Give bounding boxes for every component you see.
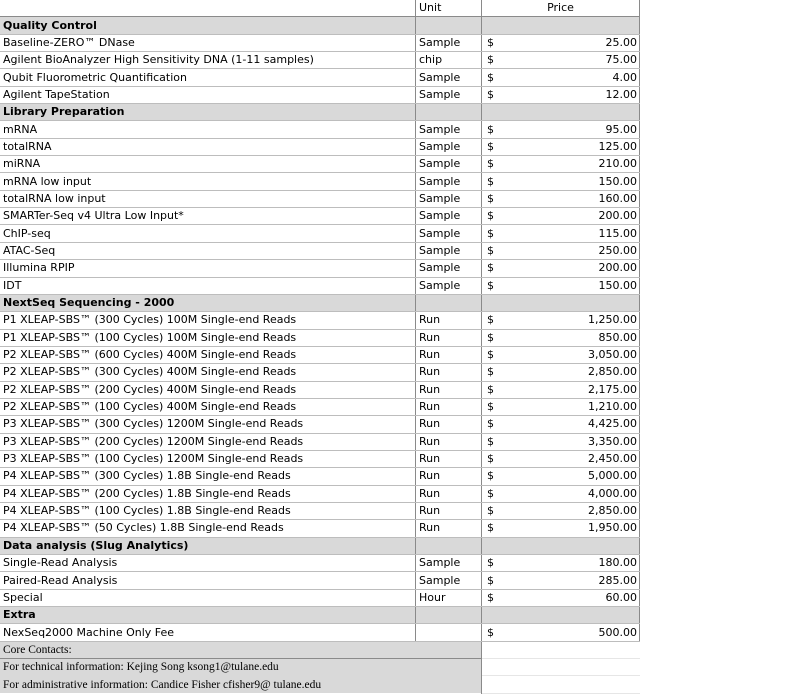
contacts-heading[interactable]: Core Contacts: (0, 641, 482, 658)
price-cell[interactable]: 1,250.00 (502, 312, 640, 329)
currency-cell[interactable]: $ (482, 156, 503, 173)
header-unit[interactable]: Unit (416, 0, 482, 17)
section-title[interactable]: NextSeq Sequencing - 2000 (0, 294, 416, 311)
unit-cell[interactable]: Sample (416, 156, 482, 173)
item-name-cell[interactable]: Illumina RPIP (0, 260, 416, 277)
contact-row (0, 641, 640, 658)
price-row (0, 260, 640, 277)
price-row (0, 312, 640, 329)
item-name-cell[interactable]: Baseline-ZERO™ DNase (0, 34, 416, 51)
currency-cell[interactable]: $ (482, 34, 503, 51)
item-name-cell[interactable]: miRNA (0, 156, 416, 173)
section-title[interactable]: Library Preparation (0, 104, 416, 121)
price-cell[interactable]: 2,175.00 (502, 381, 640, 398)
section-currency-cell[interactable] (482, 17, 503, 34)
price-row (0, 69, 640, 86)
unit-cell[interactable]: Run (416, 520, 482, 537)
currency-cell[interactable]: $ (482, 520, 503, 537)
price-cell[interactable]: 200.00 (502, 260, 640, 277)
section-price-cell[interactable] (502, 294, 640, 311)
currency-cell[interactable]: $ (482, 277, 503, 294)
item-name-cell[interactable]: P4 XLEAP-SBS™ (50 Cycles) 1.8B Single-end Reads (0, 520, 416, 537)
price-row (0, 52, 640, 69)
contact-row (0, 659, 640, 676)
price-cell[interactable]: 180.00 (502, 555, 640, 572)
item-name-cell[interactable]: P3 XLEAP-SBS™ (300 Cycles) 1200M Single-end Reads (0, 416, 416, 433)
unit-cell[interactable]: Sample (416, 260, 482, 277)
price-row (0, 364, 640, 381)
price-cell[interactable]: 210.00 (502, 156, 640, 173)
currency-cell[interactable]: $ (482, 329, 503, 346)
unit-cell[interactable]: Sample (416, 138, 482, 155)
section-header-row (0, 294, 640, 311)
item-name-cell[interactable]: Paired-Read Analysis (0, 572, 416, 589)
item-name-cell[interactable]: Special (0, 589, 416, 606)
price-cell[interactable]: 4.00 (502, 69, 640, 86)
price-row (0, 242, 640, 259)
currency-cell[interactable]: $ (482, 364, 503, 381)
item-name-cell[interactable]: P2 XLEAP-SBS™ (100 Cycles) 400M Single-end Reads (0, 398, 416, 415)
section-title[interactable]: Data analysis (Slug Analytics) (0, 537, 416, 554)
currency-cell[interactable]: $ (482, 312, 503, 329)
unit-cell[interactable]: Run (416, 398, 482, 415)
item-name-cell[interactable]: Single-Read Analysis (0, 555, 416, 572)
currency-cell[interactable]: $ (482, 346, 503, 363)
price-row (0, 555, 640, 572)
item-name-cell[interactable]: Agilent BioAnalyzer High Sensitivity DNA (1-11 samples) (0, 52, 416, 69)
unit-cell[interactable]: Sample (416, 572, 482, 589)
price-row (0, 173, 640, 190)
price-row (0, 208, 640, 225)
section-header-row (0, 607, 640, 624)
currency-cell[interactable]: $ (482, 381, 503, 398)
price-cell[interactable]: 4,425.00 (502, 416, 640, 433)
item-name-cell[interactable]: SMARTer-Seq v4 Ultra Low Input* (0, 208, 416, 225)
contact-row (0, 676, 640, 693)
unit-cell[interactable]: Sample (416, 225, 482, 242)
section-currency-cell[interactable] (482, 294, 503, 311)
unit-cell[interactable]: Sample (416, 69, 482, 86)
price-cell[interactable]: 12.00 (502, 86, 640, 103)
price-row (0, 346, 640, 363)
unit-cell[interactable]: Run (416, 450, 482, 467)
unit-cell[interactable]: Sample (416, 173, 482, 190)
price-cell[interactable]: 150.00 (502, 173, 640, 190)
empty-cell[interactable] (482, 659, 640, 676)
currency-cell[interactable]: $ (482, 398, 503, 415)
item-name-cell[interactable]: P2 XLEAP-SBS™ (300 Cycles) 400M Single-end Reads (0, 364, 416, 381)
price-cell[interactable]: 25.00 (502, 34, 640, 51)
unit-cell[interactable]: Sample (416, 555, 482, 572)
price-cell[interactable]: 60.00 (502, 589, 640, 606)
price-row (0, 138, 640, 155)
price-row (0, 468, 640, 485)
section-currency-cell[interactable] (482, 537, 503, 554)
item-name-cell[interactable]: P3 XLEAP-SBS™ (200 Cycles) 1200M Single-end Reads (0, 433, 416, 450)
currency-cell[interactable]: $ (482, 572, 503, 589)
empty-cell[interactable] (482, 676, 640, 693)
item-name-cell[interactable]: ChIP-seq (0, 225, 416, 242)
item-name-cell[interactable]: IDT (0, 277, 416, 294)
item-name-cell[interactable]: totalRNA (0, 138, 416, 155)
section-header-row (0, 537, 640, 554)
section-unit-cell[interactable] (416, 104, 482, 121)
price-row (0, 225, 640, 242)
item-name-cell[interactable]: P4 XLEAP-SBS™ (100 Cycles) 1.8B Single-end Reads (0, 502, 416, 519)
item-name-cell[interactable]: totalRNA low input (0, 190, 416, 207)
price-row (0, 86, 640, 103)
price-row (0, 190, 640, 207)
price-cell[interactable]: 1,950.00 (502, 520, 640, 537)
section-price-cell[interactable] (502, 17, 640, 34)
price-cell[interactable]: 2,850.00 (502, 364, 640, 381)
price-cell[interactable]: 95.00 (502, 121, 640, 138)
currency-cell[interactable]: $ (482, 485, 503, 502)
unit-cell[interactable]: Run (416, 312, 482, 329)
section-unit-cell[interactable] (416, 294, 482, 311)
header-row (0, 0, 640, 17)
price-row (0, 624, 640, 641)
section-header-row (0, 17, 640, 34)
empty-cell[interactable] (482, 641, 640, 658)
price-cell[interactable]: 125.00 (502, 138, 640, 155)
price-row (0, 485, 640, 502)
price-cell[interactable]: 3,350.00 (502, 433, 640, 450)
section-currency-cell[interactable] (482, 607, 503, 624)
unit-cell[interactable]: Sample (416, 190, 482, 207)
currency-cell[interactable]: $ (482, 225, 503, 242)
unit-cell[interactable]: Sample (416, 121, 482, 138)
price-cell[interactable]: 2,850.00 (502, 502, 640, 519)
price-cell[interactable]: 250.00 (502, 242, 640, 259)
price-cell[interactable]: 4,000.00 (502, 485, 640, 502)
unit-cell[interactable] (416, 624, 482, 641)
currency-cell[interactable]: $ (482, 138, 503, 155)
administrative-contact[interactable]: For administrative information: Candice Fisher cfisher9@ tulane.edu (0, 676, 482, 693)
price-cell[interactable]: 160.00 (502, 190, 640, 207)
price-cell[interactable]: 200.00 (502, 208, 640, 225)
price-row (0, 34, 640, 51)
item-name-cell[interactable]: mRNA (0, 121, 416, 138)
item-name-cell[interactable]: Agilent TapeStation (0, 86, 416, 103)
header-price[interactable]: Price (482, 0, 640, 17)
item-name-cell[interactable]: P1 XLEAP-SBS™ (100 Cycles) 100M Single-end Reads (0, 329, 416, 346)
price-cell[interactable]: 3,050.00 (502, 346, 640, 363)
unit-cell[interactable]: Sample (416, 208, 482, 225)
unit-cell[interactable]: Hour (416, 589, 482, 606)
section-title[interactable]: Quality Control (0, 17, 416, 34)
item-name-cell[interactable]: mRNA low input (0, 173, 416, 190)
price-row (0, 156, 640, 173)
currency-cell[interactable]: $ (482, 86, 503, 103)
unit-cell[interactable]: Run (416, 433, 482, 450)
currency-cell[interactable]: $ (482, 416, 503, 433)
item-name-cell[interactable]: Qubit Fluorometric Quantification (0, 69, 416, 86)
item-name-cell[interactable]: P4 XLEAP-SBS™ (200 Cycles) 1.8B Single-end Reads (0, 485, 416, 502)
currency-cell[interactable]: $ (482, 450, 503, 467)
header-item-cell[interactable] (0, 0, 416, 17)
section-price-cell[interactable] (502, 537, 640, 554)
section-title[interactable]: Extra (0, 607, 416, 624)
item-name-cell[interactable]: ATAC-Seq (0, 242, 416, 259)
section-unit-cell[interactable] (416, 607, 482, 624)
currency-cell[interactable]: $ (482, 468, 503, 485)
price-cell[interactable]: 2,450.00 (502, 450, 640, 467)
price-row (0, 502, 640, 519)
price-row (0, 572, 640, 589)
currency-cell[interactable]: $ (482, 52, 503, 69)
price-cell[interactable]: 850.00 (502, 329, 640, 346)
section-price-cell[interactable] (502, 607, 640, 624)
currency-cell[interactable]: $ (482, 502, 503, 519)
section-unit-cell[interactable] (416, 537, 482, 554)
unit-cell[interactable]: Sample (416, 86, 482, 103)
section-header-row (0, 104, 640, 121)
section-currency-cell[interactable] (482, 104, 503, 121)
price-row (0, 121, 640, 138)
currency-cell[interactable]: $ (482, 69, 503, 86)
price-row (0, 381, 640, 398)
currency-cell[interactable]: $ (482, 624, 503, 641)
unit-cell[interactable]: Sample (416, 242, 482, 259)
section-unit-cell[interactable] (416, 17, 482, 34)
price-row (0, 450, 640, 467)
currency-cell[interactable]: $ (482, 173, 503, 190)
unit-cell[interactable]: Sample (416, 277, 482, 294)
price-row (0, 520, 640, 537)
unit-cell[interactable]: Run (416, 485, 482, 502)
item-name-cell[interactable]: P1 XLEAP-SBS™ (300 Cycles) 100M Single-end Reads (0, 312, 416, 329)
currency-cell[interactable]: $ (482, 589, 503, 606)
item-name-cell[interactable]: NexSeq2000 Machine Only Fee (0, 624, 416, 641)
price-cell[interactable]: 285.00 (502, 572, 640, 589)
price-cell[interactable]: 75.00 (502, 52, 640, 69)
item-name-cell[interactable]: P3 XLEAP-SBS™ (100 Cycles) 1200M Single-end Reads (0, 450, 416, 467)
item-name-cell[interactable]: P2 XLEAP-SBS™ (200 Cycles) 400M Single-end Reads (0, 381, 416, 398)
technical-contact[interactable]: For technical information: Kejing Song ksong1@tulane.edu (0, 659, 482, 676)
currency-cell[interactable]: $ (482, 121, 503, 138)
unit-cell[interactable]: Run (416, 364, 482, 381)
price-row (0, 398, 640, 415)
unit-cell[interactable]: Run (416, 416, 482, 433)
price-row (0, 416, 640, 433)
item-name-cell[interactable]: P2 XLEAP-SBS™ (600 Cycles) 400M Single-end Reads (0, 346, 416, 363)
currency-cell[interactable]: $ (482, 433, 503, 450)
section-price-cell[interactable] (502, 104, 640, 121)
price-cell[interactable]: 150.00 (502, 277, 640, 294)
currency-cell[interactable]: $ (482, 190, 503, 207)
currency-cell[interactable]: $ (482, 208, 503, 225)
currency-cell[interactable]: $ (482, 260, 503, 277)
item-name-cell[interactable]: P4 XLEAP-SBS™ (300 Cycles) 1.8B Single-end Reads (0, 468, 416, 485)
price-cell[interactable]: 115.00 (502, 225, 640, 242)
currency-cell[interactable]: $ (482, 242, 503, 259)
price-row (0, 277, 640, 294)
price-row (0, 433, 640, 450)
unit-cell[interactable]: Run (416, 381, 482, 398)
price-row (0, 589, 640, 606)
unit-cell[interactable]: Run (416, 468, 482, 485)
price-cell[interactable]: 1,210.00 (502, 398, 640, 415)
unit-cell[interactable]: chip (416, 52, 482, 69)
unit-cell[interactable]: Run (416, 502, 482, 519)
unit-cell[interactable]: Run (416, 346, 482, 363)
unit-cell[interactable]: Sample (416, 34, 482, 51)
currency-cell[interactable]: $ (482, 555, 503, 572)
price-cell[interactable]: 5,000.00 (502, 468, 640, 485)
unit-cell[interactable]: Run (416, 329, 482, 346)
price-cell[interactable]: 500.00 (502, 624, 640, 641)
price-row (0, 329, 640, 346)
